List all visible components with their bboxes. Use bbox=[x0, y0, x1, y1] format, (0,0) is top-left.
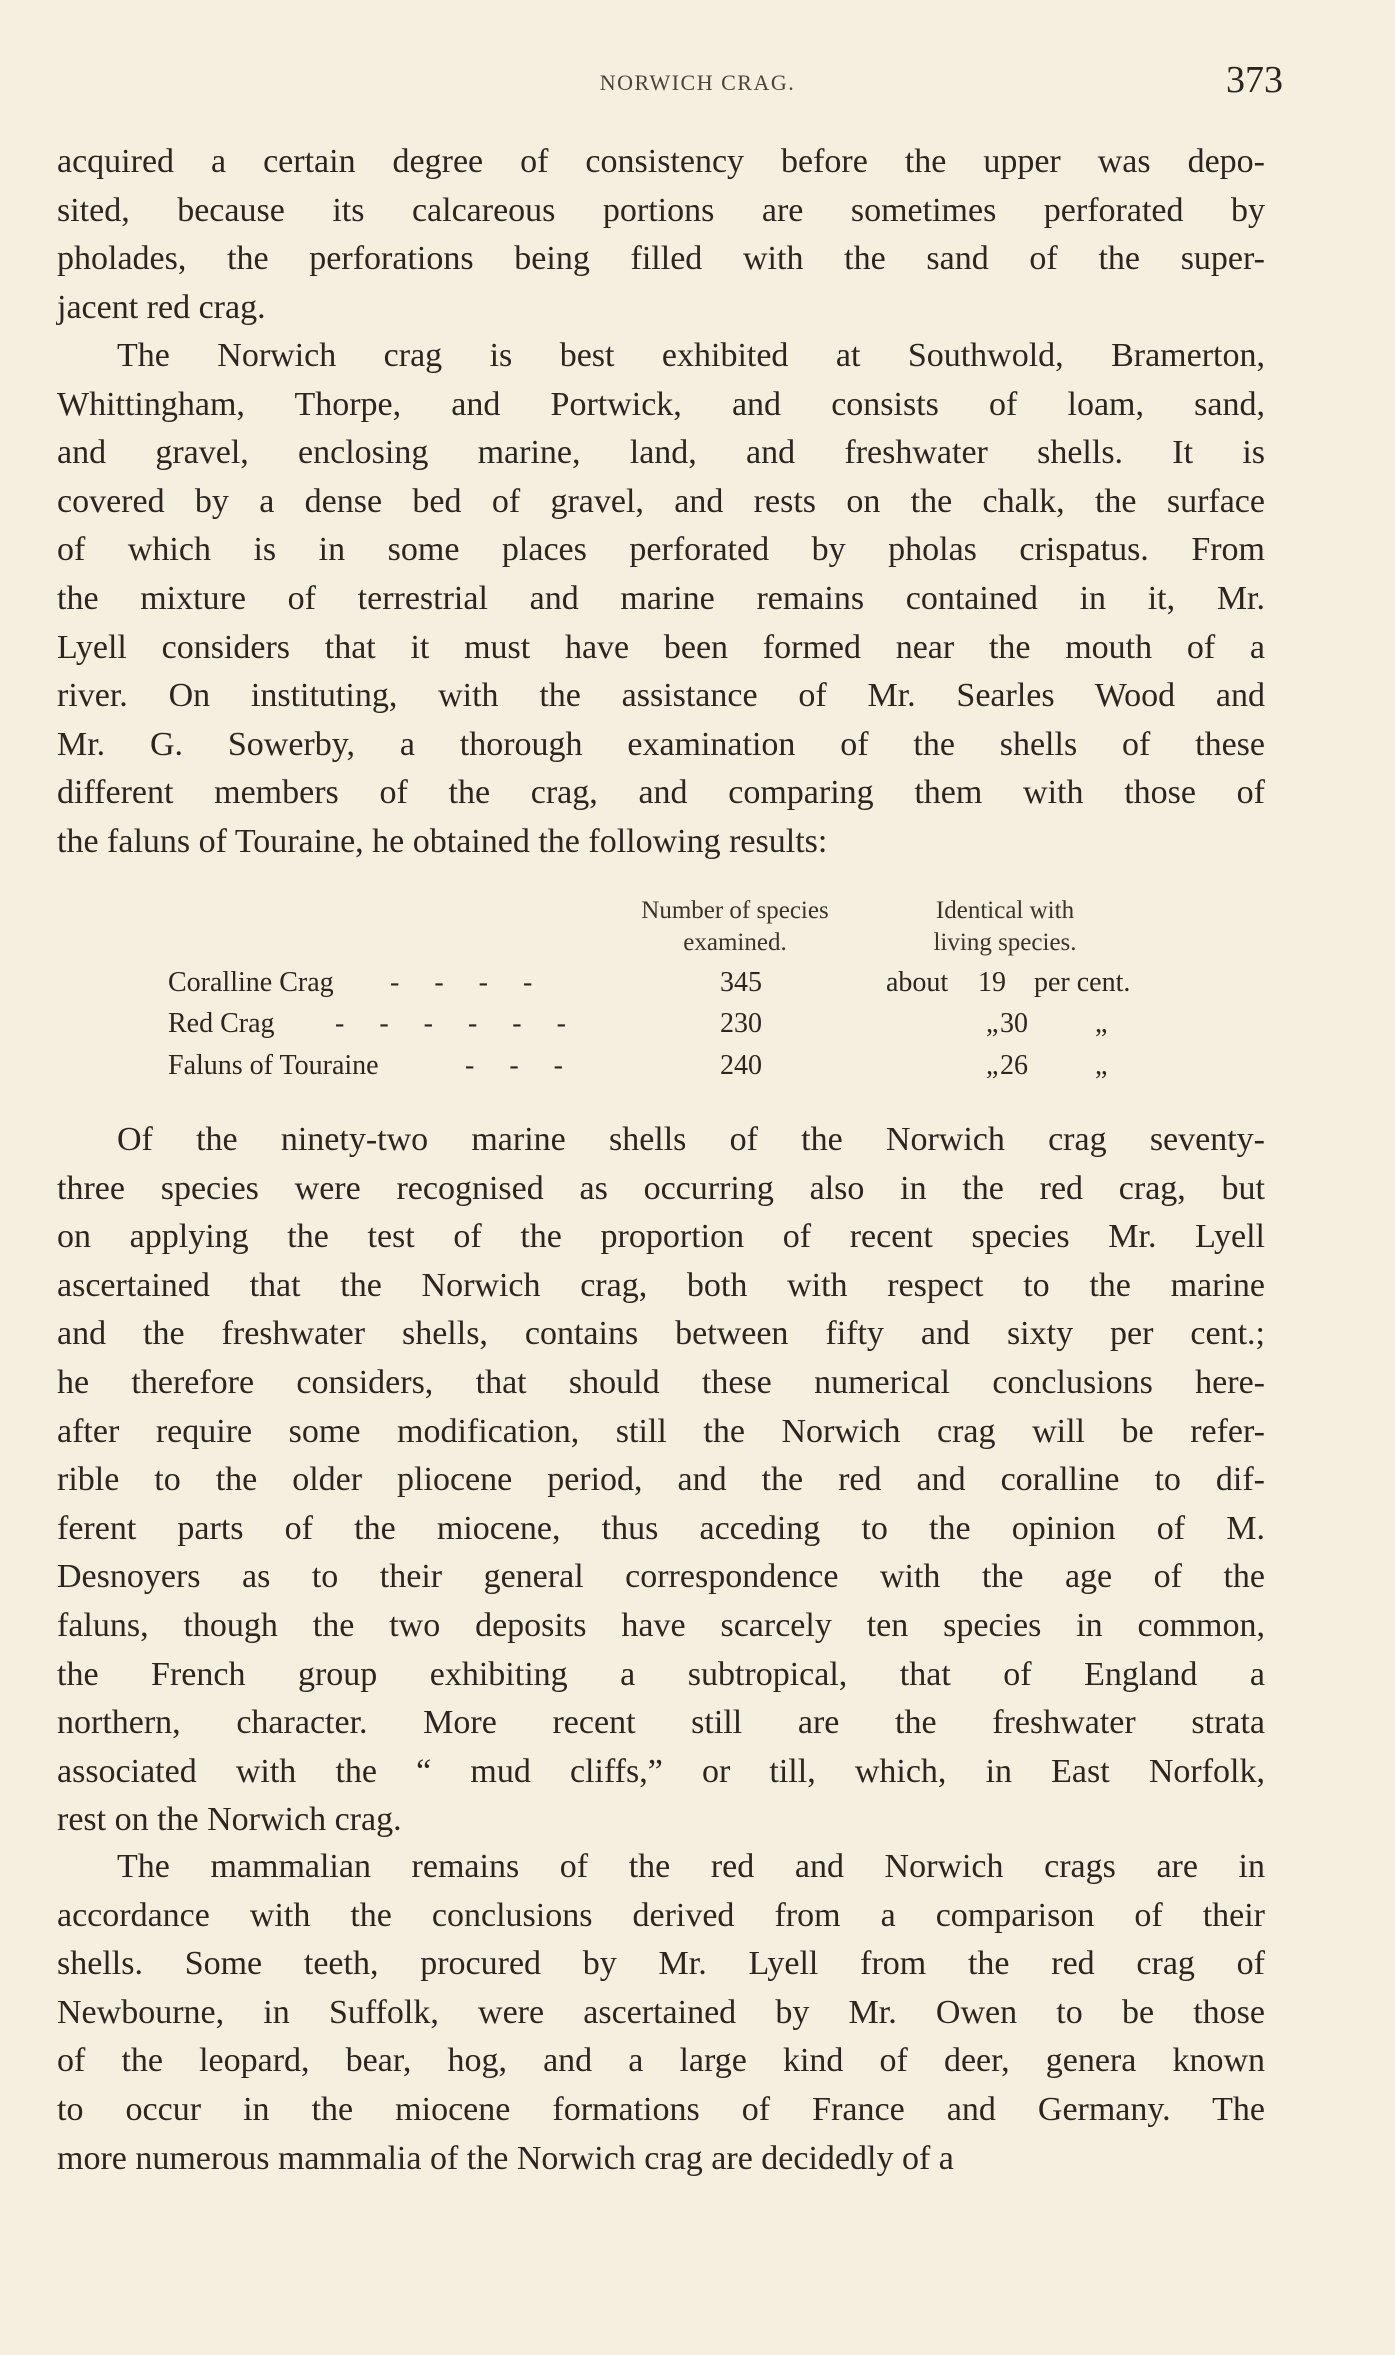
header-identical bbox=[880, 895, 1130, 959]
text-line: Desnoyers as to their general correspondence with the age of the bbox=[57, 1558, 1265, 1596]
table-row bbox=[0, 967, 1395, 1009]
table-row bbox=[0, 1008, 1395, 1050]
text-line: more numerous mammalia of the Norwich crag are decidedly of a bbox=[57, 2139, 954, 2177]
row-percent: 19 bbox=[978, 967, 1006, 998]
header-line: Identical with bbox=[935, 897, 1075, 924]
header-line: examined. bbox=[683, 929, 787, 956]
text-line: and gravel, enclosing marine, land, and freshwater shells. It is bbox=[57, 434, 1265, 472]
row-percent: 30 bbox=[1000, 1008, 1028, 1039]
row-leader: - - - - - - bbox=[335, 1008, 566, 1039]
text-line: faluns, though the two deposits have scarcely ten species in common, bbox=[57, 1606, 1265, 1644]
text-line: accordance with the conclusions derived from a comparison of their bbox=[57, 1896, 1265, 1934]
text-line: the mixture of terrestrial and marine remains contained in it, Mr. bbox=[57, 579, 1265, 617]
paragraph-3 bbox=[57, 1116, 1265, 1845]
row-leader: - - - bbox=[465, 1050, 563, 1081]
text-line: the French group exhibiting a subtropical, that of England a bbox=[57, 1655, 1265, 1693]
text-line: pholades, the perforations being filled with the sand of the super- bbox=[57, 240, 1265, 278]
row-prefix: „ bbox=[986, 1050, 999, 1081]
text-line: and the freshwater shells, contains between fifty and sixty per cent.; bbox=[57, 1315, 1265, 1353]
header-line: Number of species bbox=[641, 897, 829, 924]
row-name: Red Crag bbox=[168, 1008, 275, 1039]
text-line: he therefore considers, that should these numerical conclusions here- bbox=[57, 1363, 1265, 1401]
text-line: Newbourne, in Suffolk, were ascertained by Mr. Owen to be those bbox=[57, 1993, 1265, 2031]
text-line: of which is in some places perforated by pholas crispatus. From bbox=[57, 531, 1265, 569]
text-line: The Norwich crag is best exhibited at Southwold, Bramerton, bbox=[117, 337, 1265, 374]
text-line: rible to the older pliocene period, and the red and coralline to dif- bbox=[57, 1461, 1265, 1499]
row-percent: 26 bbox=[1000, 1050, 1028, 1081]
running-header: NORWICH CRAG. bbox=[599, 70, 796, 95]
row-examined: 230 bbox=[720, 1008, 762, 1039]
text-line: Whittingham, Thorpe, and Portwick, and consists of loam, sand, bbox=[57, 385, 1265, 423]
text-line: ascertained that the Norwich crag, both with respect to the marine bbox=[57, 1266, 1265, 1304]
row-examined: 240 bbox=[720, 1050, 762, 1081]
text-line: rest on the Norwich crag. bbox=[57, 1801, 402, 1839]
text-line: The mammalian remains of the red and Norwich crags are in bbox=[117, 1848, 1265, 1885]
text-line: of the leopard, bear, hog, and a large kind of deer, genera known bbox=[57, 2042, 1265, 2080]
table-row bbox=[0, 1050, 1395, 1092]
text-line: sited, because its calcareous portions are sometimes perforated by bbox=[57, 191, 1265, 229]
row-prefix: about bbox=[886, 967, 949, 998]
text-line: the faluns of Touraine, he obtained the following results: bbox=[57, 822, 828, 860]
text-line: on applying the test of the proportion of recent species Mr. Lyell bbox=[57, 1218, 1265, 1256]
row-leader: - - - - bbox=[390, 967, 533, 998]
text-line: different members of the crag, and comparing them with those of bbox=[57, 774, 1265, 812]
text-line: three species were recognised as occurring also in the red crag, but bbox=[57, 1169, 1265, 1207]
text-line: jacent red crag. bbox=[57, 288, 266, 326]
paragraph-1 bbox=[57, 138, 1265, 332]
paragraph-4 bbox=[57, 1843, 1265, 2183]
text-line: after require some modification, still the Norwich crag will be refer- bbox=[57, 1412, 1265, 1450]
text-line: associated with the “ mud cliffs,” or till, which, in East Norfolk, bbox=[57, 1752, 1265, 1790]
text-line: river. On instituting, with the assistance of Mr. Searles Wood and bbox=[57, 677, 1265, 715]
text-line: Mr. G. Sowerby, a thorough examination of the shells of these bbox=[57, 725, 1265, 763]
text-line: acquired a certain degree of consistency before the upper was depo- bbox=[57, 143, 1265, 180]
row-suffix: „ bbox=[1095, 1050, 1108, 1081]
row-examined: 345 bbox=[720, 967, 762, 998]
row-name: Faluns of Touraine bbox=[168, 1050, 379, 1081]
text-line: shells. Some teeth, procured by Mr. Lyell from the red crag of bbox=[57, 1945, 1265, 1983]
text-line: Of the ninety-two marine shells of the Norwich crag seventy- bbox=[117, 1121, 1265, 1158]
row-prefix: „ bbox=[986, 1008, 999, 1039]
text-line: ferent parts of the miocene, thus acceding to the opinion of M. bbox=[57, 1509, 1265, 1547]
text-line: covered by a dense bed of gravel, and rests on the chalk, the surface bbox=[57, 482, 1265, 520]
row-name: Coralline Crag bbox=[168, 967, 334, 998]
row-suffix: per cent. bbox=[1034, 967, 1131, 998]
text-line: to occur in the miocene formations of France and Germany. The bbox=[57, 2090, 1265, 2128]
row-suffix: „ bbox=[1095, 1008, 1108, 1039]
text-line: northern, character. More recent still are the freshwater strata bbox=[57, 1704, 1265, 1742]
header-line: living species. bbox=[933, 929, 1077, 956]
text-line: Lyell considers that it must have been formed near the mouth of a bbox=[57, 628, 1265, 666]
paragraph-2 bbox=[57, 332, 1265, 867]
page-number: 373 bbox=[1226, 59, 1283, 101]
header-examined bbox=[600, 895, 870, 959]
